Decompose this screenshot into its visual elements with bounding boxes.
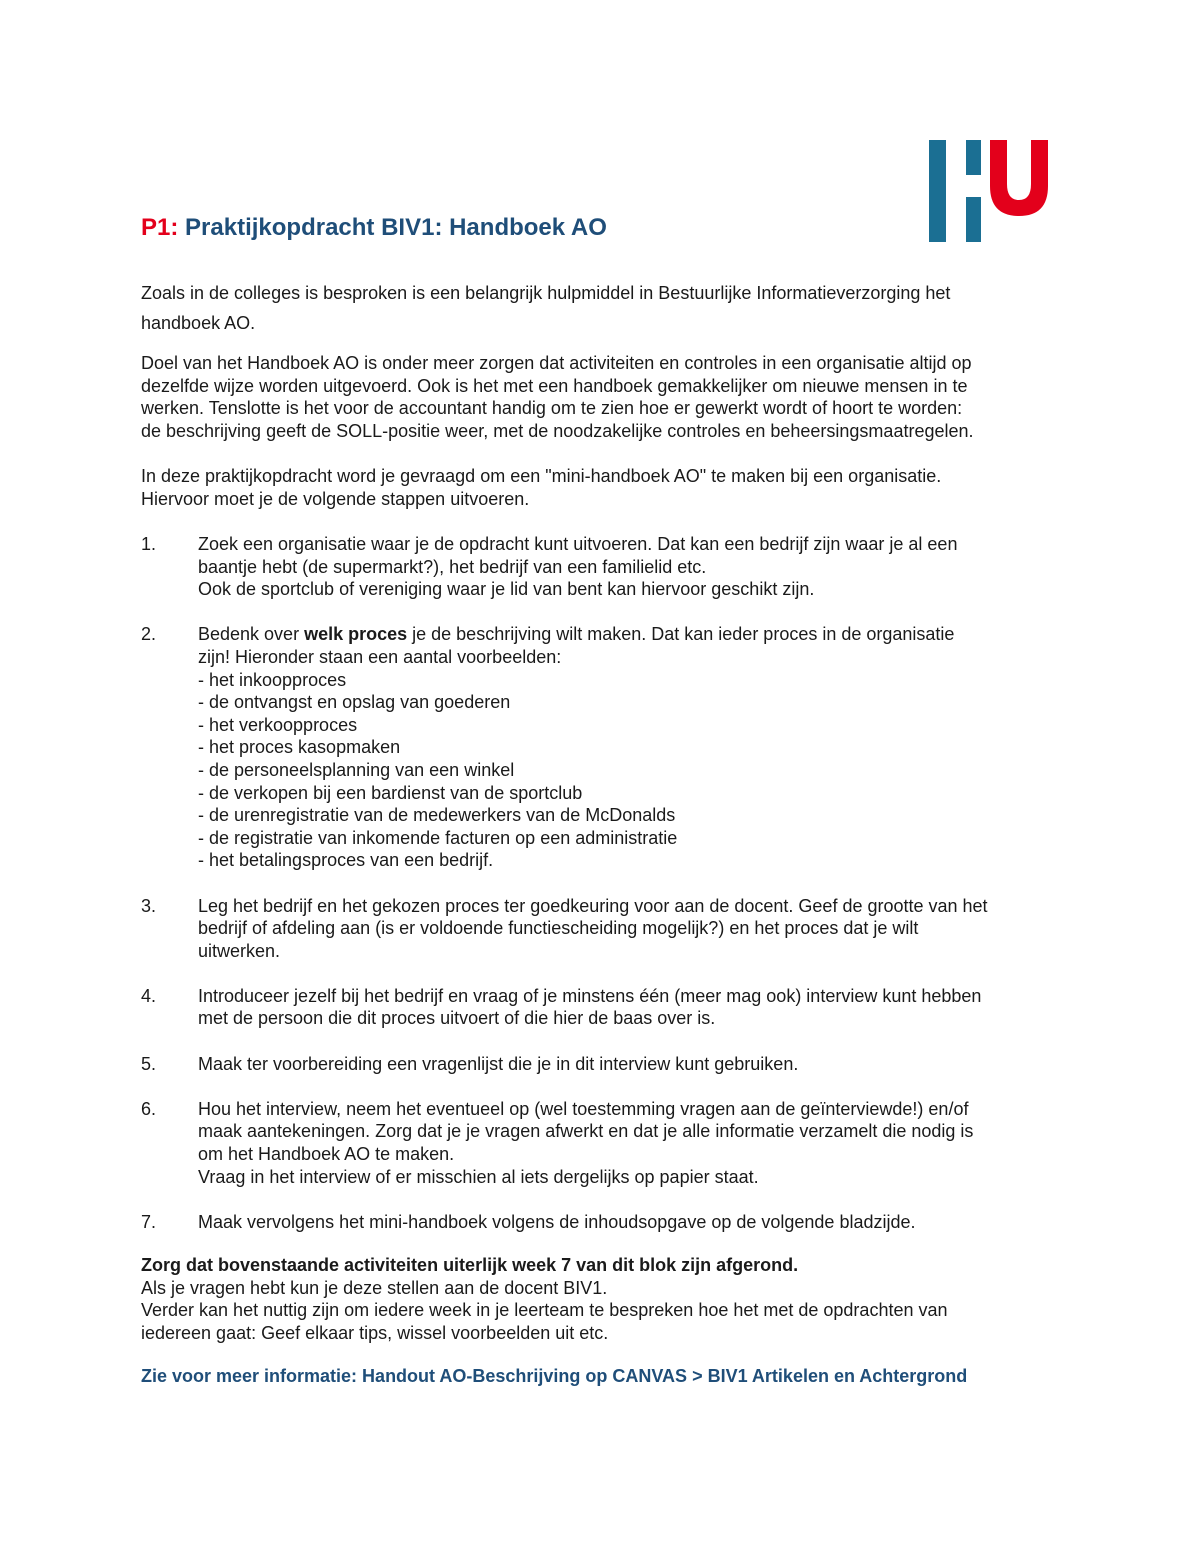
title-text: Praktijkopdracht BIV1: Handboek AO bbox=[178, 214, 607, 241]
step-number: 7. bbox=[141, 1211, 157, 1232]
step-item bbox=[141, 1098, 1071, 1188]
example-item: - de registratie van inkomende facturen op een administratie bbox=[198, 827, 678, 848]
logo-bar-mid-top bbox=[966, 140, 981, 175]
example-item: - het proces kasopmaken bbox=[198, 737, 401, 758]
paragraph-line: Hiervoor moet je de volgende stappen uitvoeren. bbox=[141, 488, 530, 509]
step-text: Bedenk over bbox=[198, 624, 305, 645]
more-info-note: Zie voor meer informatie: Handout AO-Beschrijving op CANVAS > BIV1 Artikelen en Achtergrond bbox=[141, 1366, 968, 1386]
step-line bbox=[198, 623, 1071, 646]
step-number: 4. bbox=[141, 985, 157, 1006]
step-line: Hou het interview, neem het eventueel op (wel toestemming vragen aan de geïnterviewde!) en/of bbox=[198, 1098, 969, 1119]
step-text: je de beschrijving wilt maken. Dat kan ieder proces in de organisatie bbox=[407, 624, 955, 645]
paragraph-line: In deze praktijkopdracht word je gevraagd om een "mini-handboek AO" te maken bij een organisatie. bbox=[141, 466, 942, 486]
logo-u bbox=[990, 140, 1048, 216]
step-number: 3. bbox=[141, 895, 157, 916]
purpose-paragraph bbox=[141, 352, 1071, 442]
step-number: 1. bbox=[141, 534, 157, 554]
step-item bbox=[141, 533, 1071, 601]
title-prefix: P1: bbox=[141, 214, 179, 241]
step-line: Vraag in het interview of er misschien al iets dergelijks op papier staat. bbox=[198, 1166, 759, 1187]
intro-paragraph bbox=[141, 278, 1071, 338]
example-item: - het verkoopproces bbox=[198, 714, 358, 735]
step-item bbox=[141, 1211, 1071, 1234]
step-line: Maak vervolgens het mini-handboek volgens de inhoudsopgave op de volgende bladzijde. bbox=[198, 1211, 916, 1232]
step-emphasis: welk proces bbox=[304, 624, 408, 645]
paragraph-line: Doel van het Handboek AO is onder meer zorgen dat activiteiten en controles in een organisatie altijd op bbox=[141, 353, 972, 373]
closing-line: Verder kan het nuttig zijn om iedere week in je leerteam te bespreken hoe het met de opdrachten van bbox=[141, 1300, 948, 1321]
step-number: 5. bbox=[141, 1053, 157, 1074]
step-line: Introduceer jezelf bij het bedrijf en vraag of je minstens één (meer mag ook) interview kunt hebben bbox=[198, 985, 982, 1006]
example-item: - het betalingsproces van een bedrijf. bbox=[198, 850, 494, 871]
hu-logo bbox=[929, 140, 1049, 242]
example-item: - de ontvangst en opslag van goederen bbox=[198, 692, 511, 713]
step-line: Maak ter voorbereiding een vragenlijst die je in dit interview kunt gebruiken. bbox=[198, 1053, 799, 1074]
step-line: zijn! Hieronder staan een aantal voorbeelden: bbox=[198, 646, 562, 667]
example-item: - de verkopen bij een bardienst van de sportclub bbox=[198, 782, 583, 803]
step-item bbox=[141, 985, 1071, 1030]
closing-paragraph bbox=[141, 1254, 1071, 1344]
page-title bbox=[141, 214, 607, 242]
step-number: 2. bbox=[141, 624, 157, 645]
example-item: - de personeelsplanning van een winkel bbox=[198, 759, 515, 780]
step-line: om het Handboek AO te maken. bbox=[198, 1144, 455, 1165]
step-item bbox=[141, 895, 1071, 963]
example-item: - het inkoopproces bbox=[198, 669, 347, 690]
logo-bar-left bbox=[929, 140, 946, 242]
step-line: met de persoon die dit proces uitvoert of die hier de baas over is. bbox=[198, 1008, 716, 1029]
step-line: bedrijf of afdeling aan (is er voldoende functiescheiding mogelijk?) en het proces dat je wilt bbox=[198, 918, 919, 939]
step-number: 6. bbox=[141, 1098, 157, 1119]
closing-line: iedereen gaat: Geef elkaar tips, wissel voorbeelden uit etc. bbox=[141, 1322, 609, 1343]
paragraph-line: de beschrijving geeft de SOLL-positie weer, met de noodzakelijke controles en beheersingsmaatregelen. bbox=[141, 420, 974, 441]
closing-line: Als je vragen hebt kun je deze stellen aan de docent BIV1. bbox=[141, 1277, 608, 1298]
step-item bbox=[141, 623, 1071, 872]
example-item: - de urenregistratie van de medewerkers van de McDonalds bbox=[198, 805, 676, 826]
paragraph-line: dezelfde wijze worden uitgevoerd. Ook is het met een handboek gemakkelijker om nieuwe mensen in te bbox=[141, 375, 968, 396]
logo-bar-mid-bottom bbox=[966, 197, 981, 242]
step-item bbox=[141, 1053, 1071, 1076]
step-line: uitwerken. bbox=[198, 940, 281, 961]
intro-line: handboek AO. bbox=[141, 313, 256, 333]
step-line: Zoek een organisatie waar je de opdracht kunt uitvoeren. Dat kan een bedrijf zijn waar je al een bbox=[198, 534, 958, 554]
step-line: baantje hebt (de supermarkt?), het bedrijf van een familielid etc. bbox=[198, 556, 707, 577]
step-line: Leg het bedrijf en het gekozen proces ter goedkeuring voor aan de docent. Geef de grootte van het bbox=[198, 895, 988, 916]
paragraph-line: werken. Tenslotte is het voor de accountant handig om te zien hoe er gewerkt wordt of hoort te worden: bbox=[141, 398, 963, 419]
deadline-notice: Zorg dat bovenstaande activiteiten uiterlijk week 7 van dit blok zijn afgerond. bbox=[141, 1255, 799, 1275]
step-line: maak aantekeningen. Zorg dat je je vragen afwerkt en dat je alle informatie verzamelt die nodig is bbox=[198, 1121, 974, 1142]
assignment-paragraph bbox=[141, 465, 1071, 510]
steps-list bbox=[141, 533, 1071, 1256]
step-line: Ook de sportclub of vereniging waar je lid van bent kan hiervoor geschikt zijn. bbox=[198, 579, 815, 600]
intro-line: Zoals in de colleges is besproken is een belangrijk hulpmiddel in Bestuurlijke Informatieverzorging het bbox=[141, 283, 951, 303]
